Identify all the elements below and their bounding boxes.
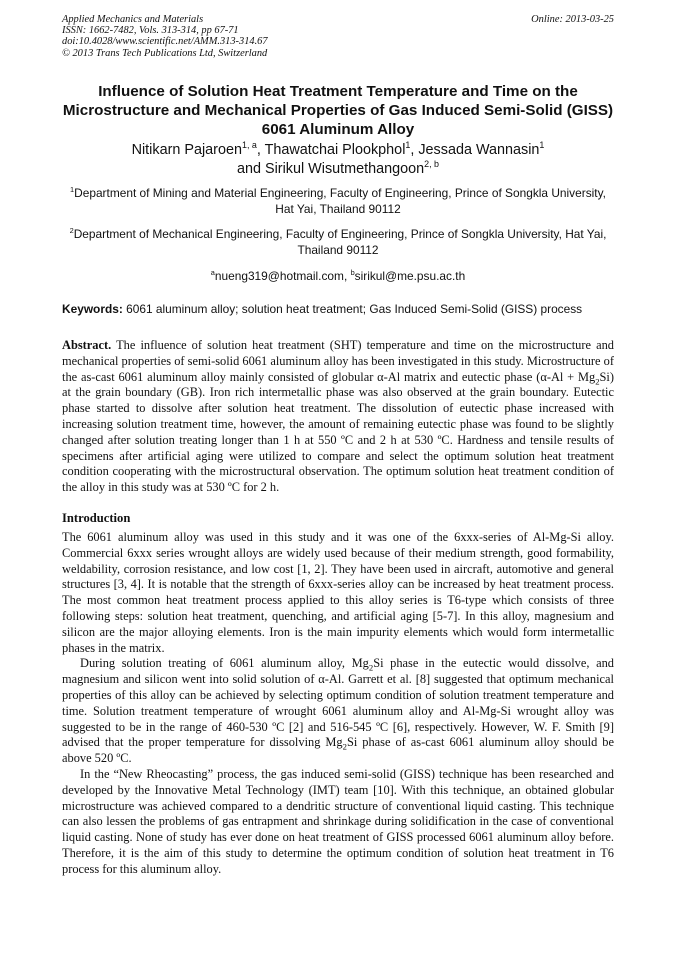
email-mark: a [210,268,215,278]
intro-paragraph-2 [62,656,614,767]
abstract-text: Si) at the grain boundary (GB). Iron rich intermetallic phase was also observed at the grain boundary. Eutectic phase started to dissolve after solution heat treatment. The dissolution of eutectic phase increased with increasing solution treatment time, however, the amount of remaining eutectic phase was found to be slightly changed after solution treating longer than 1 h at 550 ºC and 2 h at 530 ºC. Hardness and tensile results of specimens after artificial aging were utilized to compare and select the optimum solution heat treatment condition cooperating with the microstructural observation. The optimum solution heat treatment condition of the alloy in this study was at 530 ºC for 2 h. [62,369,614,495]
author-list [62,141,614,179]
affiliation-text: Department of Mechanical Engineering, Faculty of Engineering, Prince of Songkla University, Hat Yai, Thailand 90112 [73,227,607,257]
online-date: Online: 2013-03-25 [531,14,614,25]
journal-header [62,14,614,60]
affiliation-number: 2 [69,226,74,236]
abstract-label: Abstract. [62,338,112,352]
abstract [62,338,614,496]
author-affiliation-mark: 1, a [241,140,257,151]
keywords-text: 6061 aluminum alloy; solution heat treatment; Gas Induced Semi-Solid (GISS) process [122,302,583,316]
email-link[interactable]: sirikul@me.psu.ac.th [354,269,466,283]
author-and: and [236,161,265,177]
email-mark: b [350,268,355,278]
keywords-label: Keywords: [62,302,123,316]
doi-line: doi:10.4028/www.scientific.net/AMM.313-314.67 [62,36,268,48]
affiliation-text: Department of Mining and Material Engineering, Faculty of Engineering, Prince of Songkla University, Hat Yai, Thailand 90112 [74,186,606,216]
keywords [62,302,614,317]
author-name: Sirikul Wisutmethangoon [264,161,425,177]
section-heading-introduction: Introduction [62,510,131,525]
paragraph-text: During solution treating of 6061 aluminum alloy, Mg [80,656,369,671]
journal-name: Applied Mechanics and Materials [62,14,204,25]
email-separator: , [343,269,351,283]
author-name: Thawatchai Plookphol [264,142,406,158]
paragraph-text: Si phase in the eutectic would dissolve, and magnesium and silicon went into solid solution of α-Al. Garrett et al. [8] suggested that optimum mechanical properties of this alloy can be achieved by selecting optimum condition of solution treatment temperature and time. Solution treatment temperature of wrought 6061 aluminum alloy and Al-Mg-Si wrought alloy was suggested to be in the range of 460-530 ºC [2] and 516-545 ºC [6], respectively. However, W. F. Smith [9] advised that the proper temperature for dissolving Mg [62,656,614,750]
subscript: 2 [595,376,600,387]
author-emails [62,268,614,284]
paper-title: Influence of Solution Heat Treatment Temperature and Time on the Microstructure and Mechanical Properties of Gas Induced Semi-Solid (GISS) 6061 Aluminum Alloy [62,83,614,138]
author-separator: , [256,142,265,158]
subscript: 2 [342,741,347,752]
email-link[interactable]: nueng319@hotmail.com [214,269,344,283]
author-affiliation-mark: 2, b [424,159,440,170]
author-name: Jessada Wannasin [418,142,540,158]
paragraph-text: Si phase of as-cast 6061 aluminum alloy should be above 520 ºC. [62,735,614,766]
author-affiliation-mark: 1 [539,140,545,151]
issn-line: ISSN: 1662-7482, Vols. 313-314, pp 67-71 [62,25,239,37]
intro-paragraph-3: In the “New Rheocasting” process, the gas induced semi-solid (GISS) technique has been researched and developed by the Innovative Metal Technology (IMT) team [10]. With this technique, an obtained globular microstructure was achieved compared to a dendritic structure of conventional liquid casting. This technique can also lessen the problems of gas entrapment and shrinkage during solidification in the case of conventional liquid casting. None of study has ever done on heat treatment of GISS processed 6061 aluminum alloy before. Therefore, it is the aim of this study to determine the optimum condition of solution heat treatment in T6 process for this aluminum alloy. [62,766,614,876]
abstract-text: The influence of solution heat treatment (SHT) temperature and time on the microstructure and mechanical properties of semi-solid 6061 aluminum alloy has been investigated in this study. Microstructure of the as-cast 6061 aluminum alloy mainly consisted of globular α-Al matrix and eutectic phase (α-Al + Mg [62,338,614,384]
copyright-line: © 2013 Trans Tech Publications Ltd, Switzerland [62,47,268,59]
author-separator: , [410,142,419,158]
author-name: Nitikarn Pajaroen [131,142,242,158]
author-affiliation-mark: 1 [405,140,411,151]
paper-page [62,14,614,878]
affiliation-2 [62,226,614,258]
affiliation-number: 1 [70,185,75,195]
subscript: 2 [368,662,374,673]
affiliation-1 [62,185,614,217]
intro-paragraph-1: The 6061 aluminum alloy was used in this study and it was one of the 6xxx-series of Al-Mg-Si alloy. Commercial 6xxx series wrought alloys are widely used because of their medium strength, good formability, weldability, corrosion resistance, and low cost [1, 2]. They have been used in aircraft, automotive and general structures [3, 4]. It is notable that the strength of 6xxx-series alloy can be increased by heat treatment process. The most common heat treatment process applied to this alloy series is T6-type which consists of three following steps: solution heat treatment, quenching, and artificial aging [5-7]. In this alloy, magnesium and silicon are the major alloying elements. Iron is the main impurity elements which would form intermetallic phases in the matrix. [62,529,614,655]
